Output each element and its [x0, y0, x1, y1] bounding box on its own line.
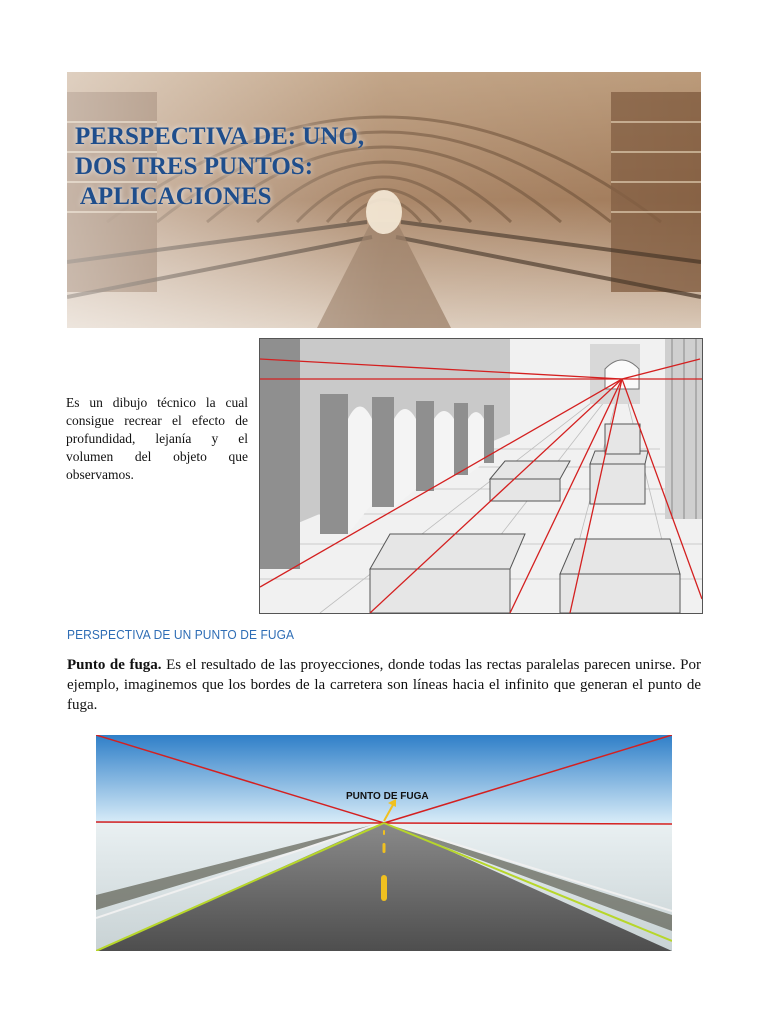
section-heading: PERSPECTIVA DE UN PUNTO DE FUGA [67, 627, 295, 642]
definition-paragraph [67, 655, 701, 715]
definition-text: Es el resultado de las proyecciones, donde todas las rectas paralelas parecen unirse. Por ejemplo, imaginemos que los bordes de la carretera son líneas hacia el infinito que generan el punto de fuga. [67, 657, 701, 713]
road-vanishing-point-image [96, 735, 672, 951]
title-line-1: PERSPECTIVA DE: UNO, [75, 123, 365, 150]
intro-paragraph: Es un dibujo técnico la cual consigue recrear el efecto de profundidad, lejanía y el volumen del objeto que observamos. [66, 395, 248, 482]
arcade-perspective-drawing [259, 338, 703, 614]
page-title [75, 122, 364, 212]
vanishing-point-label: PUNTO DE FUGA [346, 791, 429, 802]
title-line-3: APLICACIONES [75, 183, 272, 210]
definition-term: Punto de fuga. [67, 657, 162, 673]
header-banner [67, 72, 701, 328]
title-line-2: DOS TRES PUNTOS: [75, 153, 314, 180]
